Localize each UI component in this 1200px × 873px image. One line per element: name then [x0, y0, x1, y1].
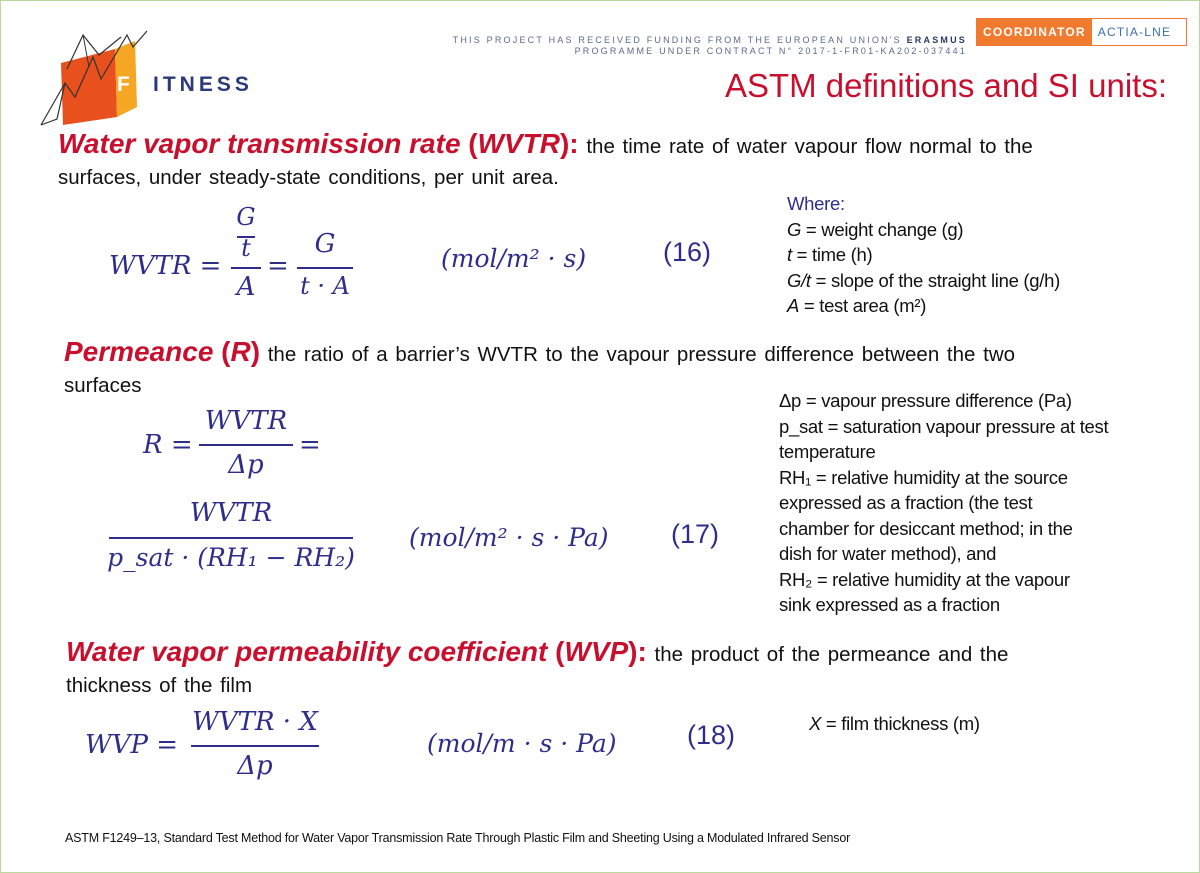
eq17-num: WVTR: [204, 406, 288, 436]
eq18-lhs: WVP =: [85, 730, 179, 760]
eq17-den2: p_sat · (RH₁ − RH₂): [107, 543, 355, 572]
where-item: temperature: [779, 441, 876, 462]
reference-note: ASTM F1249–13, Standard Test Method for Water Vapor Transmission Rate Through Plastic Film and Sheeting Using a Modulated Infrared Sensor: [65, 831, 851, 845]
eq17-bar1: [199, 444, 293, 446]
where-item: G/t = slope of the straight line (g/h): [787, 269, 1060, 291]
eq16-lhs: WVTR =: [109, 251, 222, 281]
eq16-eq: =: [267, 251, 289, 281]
wvtr-desc-line1: the time rate of water vapour flow normal to the: [586, 135, 1033, 158]
eq16-den2: t · A: [300, 272, 350, 300]
wvp-definition: Water vapor permeability coefficient (WVP): the product of the permeance and the thickness of the film: [66, 636, 1009, 697]
eq17-lhs: R =: [143, 430, 193, 460]
wvp-desc-line1: the product of the permeance and the: [654, 643, 1009, 666]
page-title: ASTM definitions and SI units:: [724, 67, 1167, 104]
eq17-eq: =: [299, 430, 321, 460]
book-logo-icon: [37, 27, 157, 131]
permeance-term: Permeance: [64, 336, 214, 367]
where-header: Where:: [787, 193, 845, 214]
eq17-num2: WVTR: [189, 498, 273, 528]
funding-notice: [453, 35, 967, 57]
funding-erasmus: ERASMUS: [906, 35, 967, 45]
where-item: dish for water method), and: [779, 543, 997, 564]
coordinator-label: COORDINATOR: [977, 19, 1092, 45]
where-item: expressed as a fraction (the test: [779, 492, 1033, 513]
where-item: Δp = vapour pressure difference (Pa): [779, 390, 1072, 411]
where-item: G = weight change (g): [787, 218, 964, 240]
eq16-unit: (mol/m² · s): [441, 244, 587, 273]
permeance-abbr: R: [230, 336, 251, 367]
wvp-abbr: WVP: [564, 636, 629, 667]
eq17-den: Δp: [228, 450, 264, 480]
eq16-number: (16): [663, 237, 712, 267]
eq17-unit: (mol/m² · s · Pa): [409, 523, 609, 552]
eq18-unit: (mol/m · s · Pa): [427, 729, 617, 758]
eq18-den: Δp: [237, 751, 273, 781]
eq16-den: A: [236, 272, 256, 302]
funding-line1: THIS PROJECT HAS RECEIVED FUNDING FROM THE EUROPEAN UNION'S: [452, 35, 902, 45]
eq18-bar: [191, 745, 319, 747]
permeance-where-list: [779, 388, 1159, 618]
eq18-num: WVTR · X: [192, 707, 318, 737]
permeance-desc-line1: the ratio of a barrier’s WVTR to the vapour pressure difference between the two: [267, 343, 1016, 366]
wvtr-abbr: WVTR: [477, 128, 560, 159]
wvtr-definition: Water vapor transmission rate (WVTR): the time rate of water vapour flow normal to the surfaces, under steady-state conditions, per unit area.: [58, 128, 1033, 189]
eq16-bar1: [231, 267, 261, 269]
funding-line2: PROGRAMME UNDER CONTRACT N° 2017-1-FR01-KA202-037441: [574, 46, 967, 56]
where-item: RH₁ = relative humidity at the source: [779, 466, 1068, 488]
where-item: RH₂ = relative humidity at the vapour: [779, 568, 1070, 590]
logo-letter: F: [117, 73, 130, 96]
eq17-bar2: [109, 537, 353, 539]
wvtr-desc-line2: surfaces, under steady-state conditions, per unit area.: [58, 166, 559, 189]
where-item: A = test area (m²): [787, 295, 927, 316]
wvtr-where-list: [787, 191, 1060, 319]
wvp-desc-line2: thickness of the film: [66, 674, 253, 697]
where-symbol: X: [809, 713, 822, 734]
where-item: t = time (h): [787, 244, 873, 265]
permeance-desc-line2: surfaces: [64, 374, 142, 397]
where-item: sink expressed as a fraction: [779, 594, 1000, 615]
coordinator-badge: [976, 18, 1187, 46]
eq17-number: (17): [671, 519, 720, 549]
eq16-num-top: G: [236, 203, 256, 231]
eq18-number: (18): [687, 720, 736, 750]
coordinator-value: ACTIA-LNE: [1097, 25, 1172, 39]
eq16-bar2: [297, 267, 353, 269]
eq16-num-bottom: t: [241, 234, 251, 262]
where-item: p_sat = saturation vapour pressure at test: [779, 415, 1109, 437]
wvp-where: [809, 711, 980, 737]
where-item: chamber for desiccant method; in the: [779, 517, 1073, 539]
eq16-num2: G: [314, 229, 336, 259]
wvtr-term: Water vapor transmission rate: [58, 128, 461, 159]
logo-text: ITNESS: [153, 73, 253, 96]
permeance-definition: Permeance (R) the ratio of a barrier’s WVTR to the vapour pressure difference between the two surfaces: [64, 336, 1016, 397]
where-text: = film thickness (m): [821, 713, 980, 734]
wvp-term: Water vapor permeability coefficient: [66, 636, 548, 667]
